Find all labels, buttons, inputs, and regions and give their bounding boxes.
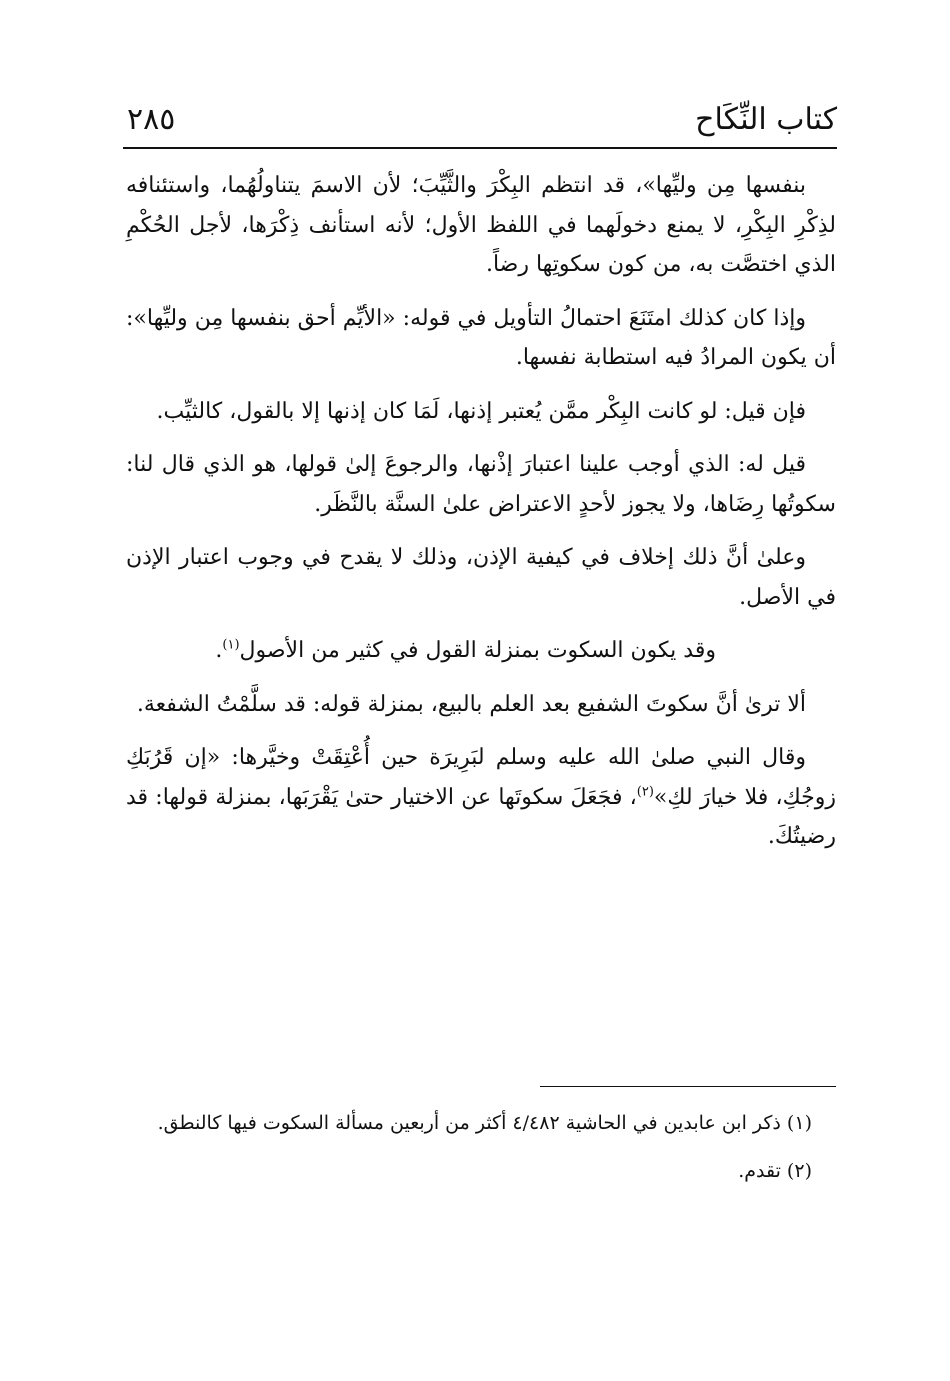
paragraph-text: ، فجَعَلَ سكوتَها عن الاختيار حتىٰ يَقْرَبَها، بمنزلة قولها: قد رضيتُكَ.	[126, 784, 836, 849]
footnote-separator	[540, 1086, 836, 1087]
header-rule	[123, 147, 837, 149]
page-number: ٢٨٥	[127, 102, 176, 137]
paragraph: قيل له: الذي أوجب علينا اعتبارَ إذْنها، والرجوعَ إلىٰ قولها، هو الذي قال لنا: سكوتُها رِضَاها، ولا يجوز لأحدٍ الاعتراض علىٰ السنَّة بالنَّظَر.	[126, 452, 836, 517]
footnote-marker[interactable]: (١)	[222, 637, 240, 653]
paragraph: بنفسها مِن وليِّها»، قد انتظم البِكْرَ والثَّيِّبَ؛ لأن الاسمَ يتناولُهُما، واستئنافه لذِكْرِ البِكْرِ، لا يمنع دخولَهما في اللفظ الأول؛ لأنه استأنف ذِكْرَها، لأجل الحُكْمِ الذي اختصَّت به، من كون سكوتِها رضاً.	[126, 173, 836, 277]
paragraph: وإذا كان كذلك امتَنَعَ احتمالُ التأويل في قوله: «الأيِّم أحق بنفسها مِن وليِّها»: أن يكون المرادُ فيه استطابة نفسها.	[126, 305, 836, 370]
footnotes	[126, 1104, 836, 1200]
running-title: كتاب النِّكَاح	[695, 102, 837, 137]
footnote: (١) ذكر ابن عابدين في الحاشية ٤/٤٨٢ أكثر من أربعين مسألة السكوت فيها كالنطق.	[157, 1112, 812, 1134]
footnote-marker[interactable]: (٢)	[636, 784, 654, 800]
paragraph: وعلىٰ أنَّ ذلك إخلاف في كيفية الإذن، وذلك لا يقدح في وجوب اعتبار الإذن في الأصل.	[126, 545, 836, 610]
main-text	[126, 166, 836, 871]
paragraph-silence	[126, 631, 836, 671]
paragraph: فإن قيل: لو كانت البِكْر ممَّن يُعتبر إذنها، لَمَا كان إذنها إلا بالقول، كالثيِّب.	[156, 398, 806, 424]
paragraph-end: .	[215, 638, 223, 663]
page-header	[123, 98, 837, 146]
paragraph-text: وقال النبي صلىٰ الله عليه وسلم لبَرِيرَة حين أُعْتِقَتْ وخيَّرها: «إن قَرُبَكِ زوجُكِ، فلا خيارَ لكِ»	[126, 745, 836, 810]
paragraph-barira	[126, 738, 836, 857]
paragraph: ألا ترىٰ أنَّ سكوتَ الشفيع بعد العلم بالبيع، بمنزلة قوله: قد سلَّمْتُ الشفعة.	[136, 691, 806, 717]
paragraph-text: وقد يكون السكوت بمنزلة القول في كثير من الأصول	[239, 638, 716, 663]
footnote: (٢) تقدم.	[738, 1160, 812, 1182]
